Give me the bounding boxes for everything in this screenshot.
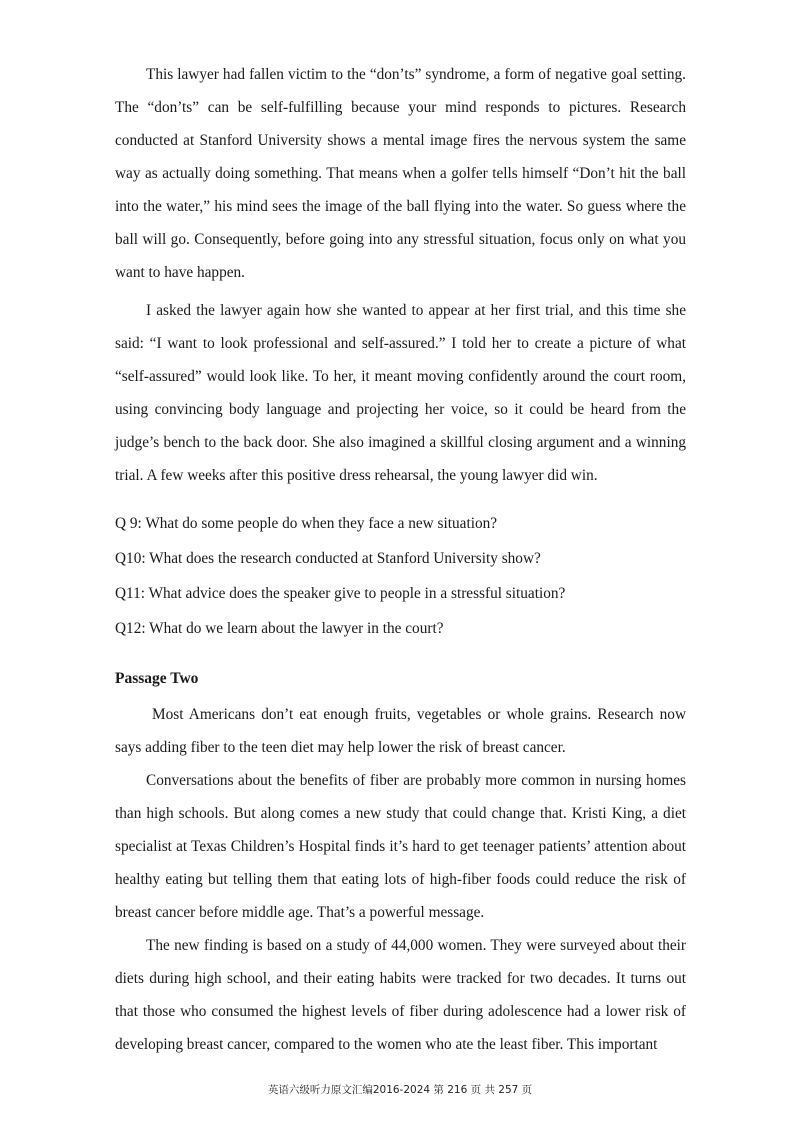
passage-one-paragraph-1: This lawyer had fallen victim to the “don’ts” syndrome, a form of negative goal setting. The “don’ts” can be self-fulfilling because your mind responds to pictures. Research conducted at Stanford University shows a mental image fires the nervous system the same way as actually doing something. That means when a golfer tells himself “Don’t hit the ball into the water,” his mind sees the image of the ball flying into the water. So guess where the ball will go. Consequently, before going into any stressful situation, focus only on what you want to have happen. [115,66,686,281]
question-10: Q10: What does the research conducted at Stanford University show? [115,550,541,567]
passage-two-paragraph-2: Conversations about the benefits of fiber are probably more common in nursing homes than high schools. But along comes a new study that could change that. Kristi King, a diet specialist at Texas Children’s Hospital finds it’s hard to get teenager patients’ attention about healthy eating but telling them that eating lots of high-fiber foods could reduce the risk of breast cancer before middle age. That’s a powerful message. [115,772,686,921]
passage-one-paragraph-2: I asked the lawyer again how she wanted to appear at her first trial, and this time she said: “I want to look professional and self-assured.” I told her to create a picture of what “self-assured” would look like. To her, it meant moving confidently around the court room, using convincing body language and projecting her voice, so it could be heard from the judge’s bench to the back door. She also imagined a skillful closing argument and a winning trial. A few weeks after this positive dress rehearsal, the young lawyer did win. [115,302,686,484]
question-9: Q 9: What do some people do when they face a new situation? [115,515,498,532]
question-12: Q12: What do we learn about the lawyer in the court? [115,620,444,637]
question-11: Q11: What advice does the speaker give to people in a stressful situation? [115,585,566,602]
page-footer: 英语六级听力原文汇编2016-2024 第 216 页 共 257 页 [267,1084,533,1096]
passage-two-heading: Passage Two [115,670,199,687]
passage-two-paragraph-1: Most Americans don’t eat enough fruits, vegetables or whole grains. Research now says adding fiber to the teen diet may help lower the risk of breast cancer. [115,706,686,756]
document-page [115,58,686,1061]
passage-two-paragraph-3: The new finding is based on a study of 44,000 women. They were surveyed about their diets during high school, and their eating habits were tracked for two decades. It turns out that those who consumed the highest levels of fiber during adolescence had a lower risk of developing breast cancer, compared to the women who ate the least fiber. This important [115,937,686,1053]
